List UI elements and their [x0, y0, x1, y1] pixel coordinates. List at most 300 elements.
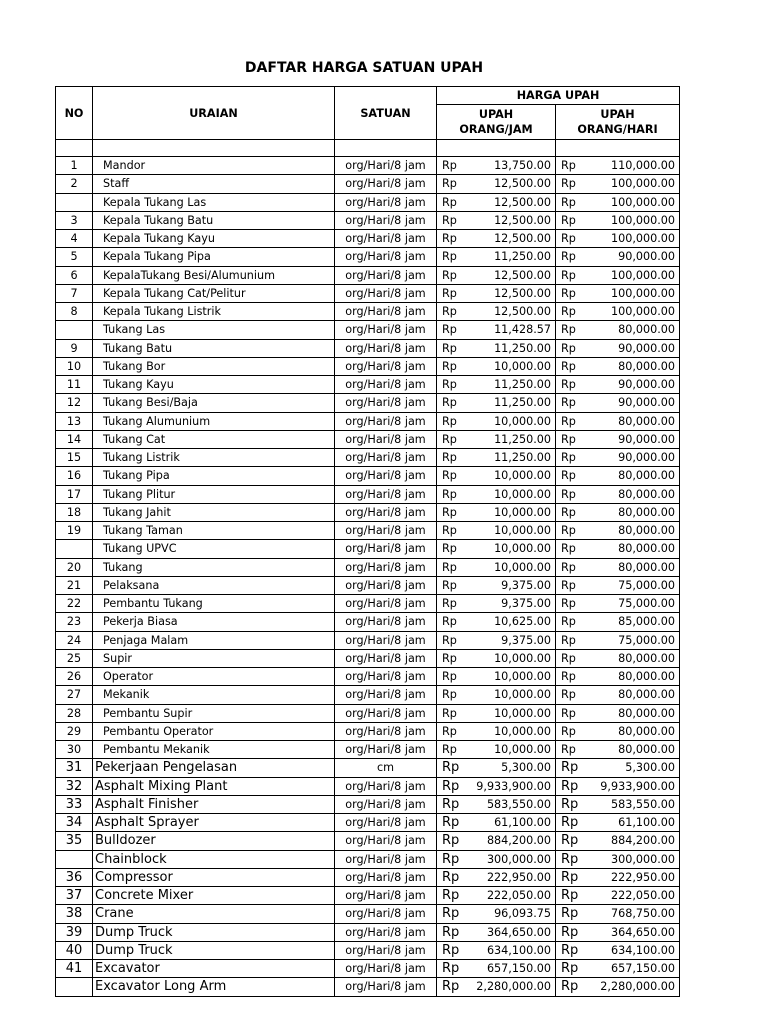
row-satuan: org/Hari/8 jam — [335, 467, 437, 485]
currency-label: Rp — [437, 668, 457, 686]
row-satuan: org/Hari/8 jam — [335, 887, 437, 905]
row-satuan: org/Hari/8 jam — [335, 576, 437, 594]
currency-label: Rp — [437, 248, 457, 266]
table-row — [56, 960, 680, 978]
currency-label: Rp — [556, 795, 576, 813]
row-upah-hari: 80,000.00 — [576, 558, 680, 576]
currency-label: Rp — [437, 357, 457, 375]
table-row — [56, 649, 680, 667]
row-upah-jam: 12,500.00 — [457, 193, 556, 211]
row-satuan: org/Hari/8 jam — [335, 668, 437, 686]
row-upah-jam: 11,250.00 — [457, 430, 556, 448]
currency-label: Rp — [437, 777, 457, 795]
currency-label: Rp — [556, 248, 576, 266]
row-no: 28 — [56, 704, 93, 722]
row-no: 40 — [56, 941, 93, 959]
row-upah-jam: 10,000.00 — [457, 704, 556, 722]
table-row — [56, 613, 680, 631]
currency-label: Rp — [437, 175, 457, 193]
currency-label: Rp — [556, 777, 576, 795]
row-satuan: org/Hari/8 jam — [335, 960, 437, 978]
row-upah-jam: 11,250.00 — [457, 248, 556, 266]
row-upah-jam: 12,500.00 — [457, 175, 556, 193]
table-row — [56, 522, 680, 540]
row-upah-hari: 80,000.00 — [576, 741, 680, 759]
row-upah-jam: 222,950.00 — [457, 868, 556, 886]
currency-label: Rp — [437, 868, 457, 886]
row-uraian: Supir — [93, 649, 335, 667]
currency-label: Rp — [437, 266, 457, 284]
col-header-satuan: SATUAN — [335, 87, 437, 140]
row-upah-jam: 61,100.00 — [457, 814, 556, 832]
currency-label: Rp — [437, 795, 457, 813]
table-row — [56, 193, 680, 211]
row-upah-jam: 10,000.00 — [457, 522, 556, 540]
row-no: 36 — [56, 868, 93, 886]
row-upah-hari: 364,650.00 — [576, 923, 680, 941]
currency-label: Rp — [437, 704, 457, 722]
table-row — [56, 923, 680, 941]
row-uraian: Kepala Tukang Las — [93, 193, 335, 211]
row-satuan: org/Hari/8 jam — [335, 978, 437, 996]
row-satuan: org/Hari/8 jam — [335, 522, 437, 540]
row-upah-jam: 884,200.00 — [457, 832, 556, 850]
row-satuan: org/Hari/8 jam — [335, 412, 437, 430]
table-row — [56, 941, 680, 959]
table-row — [56, 266, 680, 284]
currency-label: Rp — [556, 576, 576, 594]
currency-label: Rp — [437, 321, 457, 339]
currency-label: Rp — [556, 868, 576, 886]
row-no: 2 — [56, 175, 93, 193]
currency-label: Rp — [556, 412, 576, 430]
row-satuan: org/Hari/8 jam — [335, 430, 437, 448]
row-no: 14 — [56, 430, 93, 448]
row-upah-jam: 13,750.00 — [457, 157, 556, 175]
currency-label: Rp — [437, 485, 457, 503]
row-satuan: org/Hari/8 jam — [335, 540, 437, 558]
row-uraian: Pembantu Tukang — [93, 595, 335, 613]
row-no: 31 — [56, 759, 93, 777]
row-upah-hari: 583,550.00 — [576, 795, 680, 813]
currency-label: Rp — [437, 193, 457, 211]
currency-label: Rp — [437, 631, 457, 649]
currency-label: Rp — [437, 576, 457, 594]
currency-label: Rp — [556, 266, 576, 284]
currency-label: Rp — [437, 449, 457, 467]
currency-label: Rp — [556, 449, 576, 467]
row-upah-hari: 90,000.00 — [576, 248, 680, 266]
row-no: 3 — [56, 211, 93, 229]
row-no: 12 — [56, 394, 93, 412]
row-no: 7 — [56, 284, 93, 302]
currency-label: Rp — [437, 722, 457, 740]
currency-label: Rp — [556, 960, 576, 978]
currency-label: Rp — [556, 193, 576, 211]
row-no: 37 — [56, 887, 93, 905]
row-no: 16 — [56, 467, 93, 485]
currency-label: Rp — [437, 941, 457, 959]
currency-label: Rp — [437, 503, 457, 521]
row-upah-jam: 364,650.00 — [457, 923, 556, 941]
row-uraian: Staff — [93, 175, 335, 193]
table-row — [56, 887, 680, 905]
row-upah-hari: 80,000.00 — [576, 522, 680, 540]
currency-label: Rp — [556, 978, 576, 996]
row-upah-hari: 80,000.00 — [576, 467, 680, 485]
table-row — [56, 394, 680, 412]
row-no: 35 — [56, 832, 93, 850]
currency-label: Rp — [556, 832, 576, 850]
row-uraian: Tukang Kayu — [93, 376, 335, 394]
row-satuan: org/Hari/8 jam — [335, 814, 437, 832]
row-satuan: org/Hari/8 jam — [335, 175, 437, 193]
row-uraian: Excavator Long Arm — [93, 978, 335, 996]
row-satuan: org/Hari/8 jam — [335, 394, 437, 412]
table-row — [56, 850, 680, 868]
row-upah-jam: 12,500.00 — [457, 230, 556, 248]
currency-label: Rp — [437, 613, 457, 631]
row-uraian: Excavator — [93, 960, 335, 978]
row-uraian: Dump Truck — [93, 941, 335, 959]
currency-label: Rp — [556, 522, 576, 540]
row-satuan: org/Hari/8 jam — [335, 905, 437, 923]
row-uraian: Kepala Tukang Cat/Pelitur — [93, 284, 335, 302]
row-upah-jam: 5,300.00 — [457, 759, 556, 777]
table-row — [56, 339, 680, 357]
table-row — [56, 540, 680, 558]
currency-label: Rp — [556, 649, 576, 667]
row-satuan: org/Hari/8 jam — [335, 686, 437, 704]
currency-label: Rp — [437, 850, 457, 868]
row-no: 32 — [56, 777, 93, 795]
currency-label: Rp — [556, 339, 576, 357]
row-satuan: org/Hari/8 jam — [335, 832, 437, 850]
row-upah-hari: 634,100.00 — [576, 941, 680, 959]
row-uraian: Operator — [93, 668, 335, 686]
table-row — [56, 157, 680, 175]
row-uraian: Tukang Las — [93, 321, 335, 339]
row-uraian: Pekerja Biasa — [93, 613, 335, 631]
currency-label: Rp — [556, 284, 576, 302]
currency-label: Rp — [437, 923, 457, 941]
row-upah-jam: 12,500.00 — [457, 284, 556, 302]
row-uraian: Bulldozer — [93, 832, 335, 850]
currency-label: Rp — [556, 430, 576, 448]
row-uraian: Kepala Tukang Listrik — [93, 303, 335, 321]
row-upah-hari: 100,000.00 — [576, 211, 680, 229]
row-no: 23 — [56, 613, 93, 631]
row-upah-hari: 100,000.00 — [576, 175, 680, 193]
currency-label: Rp — [437, 686, 457, 704]
row-no — [56, 540, 93, 558]
row-satuan: org/Hari/8 jam — [335, 722, 437, 740]
row-upah-jam: 12,500.00 — [457, 211, 556, 229]
currency-label: Rp — [437, 339, 457, 357]
currency-label: Rp — [556, 887, 576, 905]
row-uraian: Tukang Alumunium — [93, 412, 335, 430]
currency-label: Rp — [556, 157, 576, 175]
row-satuan: org/Hari/8 jam — [335, 449, 437, 467]
currency-label: Rp — [437, 284, 457, 302]
currency-label: Rp — [556, 394, 576, 412]
row-upah-hari: 100,000.00 — [576, 266, 680, 284]
spacer-row — [56, 140, 680, 157]
row-uraian: Pembantu Mekanik — [93, 741, 335, 759]
row-satuan: org/Hari/8 jam — [335, 248, 437, 266]
row-upah-hari: 90,000.00 — [576, 339, 680, 357]
row-upah-jam: 10,000.00 — [457, 722, 556, 740]
currency-label: Rp — [556, 905, 576, 923]
row-uraian: Pekerjaan Pengelasan — [93, 759, 335, 777]
row-upah-jam: 96,093.75 — [457, 905, 556, 923]
row-satuan: org/Hari/8 jam — [335, 211, 437, 229]
currency-label: Rp — [556, 814, 576, 832]
table-row — [56, 741, 680, 759]
row-upah-hari: 75,000.00 — [576, 576, 680, 594]
row-uraian: Tukang Listrik — [93, 449, 335, 467]
table-row — [56, 503, 680, 521]
row-upah-jam: 9,933,900.00 — [457, 777, 556, 795]
row-uraian: Asphalt Finisher — [93, 795, 335, 813]
row-upah-jam: 10,000.00 — [457, 558, 556, 576]
col-header-upah-hari: UPAH ORANG/HARI — [556, 105, 680, 140]
row-satuan: org/Hari/8 jam — [335, 157, 437, 175]
currency-label: Rp — [437, 960, 457, 978]
row-no: 41 — [56, 960, 93, 978]
row-uraian: Tukang Besi/Baja — [93, 394, 335, 412]
currency-label: Rp — [437, 887, 457, 905]
currency-label: Rp — [437, 540, 457, 558]
currency-label: Rp — [437, 558, 457, 576]
row-no — [56, 321, 93, 339]
currency-label: Rp — [556, 175, 576, 193]
row-no: 33 — [56, 795, 93, 813]
row-uraian: Compressor — [93, 868, 335, 886]
row-upah-hari: 90,000.00 — [576, 430, 680, 448]
currency-label: Rp — [437, 394, 457, 412]
row-upah-hari: 100,000.00 — [576, 230, 680, 248]
row-no: 4 — [56, 230, 93, 248]
currency-label: Rp — [437, 211, 457, 229]
row-no: 21 — [56, 576, 93, 594]
currency-label: Rp — [437, 595, 457, 613]
row-uraian: Kepala Tukang Pipa — [93, 248, 335, 266]
row-upah-hari: 85,000.00 — [576, 613, 680, 631]
row-no: 11 — [56, 376, 93, 394]
row-upah-hari: 300,000.00 — [576, 850, 680, 868]
currency-label: Rp — [556, 923, 576, 941]
currency-label: Rp — [556, 595, 576, 613]
table-row — [56, 704, 680, 722]
row-upah-jam: 12,500.00 — [457, 266, 556, 284]
row-upah-hari: 61,100.00 — [576, 814, 680, 832]
row-upah-jam: 10,000.00 — [457, 668, 556, 686]
currency-label: Rp — [437, 412, 457, 430]
row-upah-hari: 100,000.00 — [576, 284, 680, 302]
row-upah-hari: 75,000.00 — [576, 595, 680, 613]
currency-label: Rp — [437, 832, 457, 850]
table-row — [56, 175, 680, 193]
row-upah-hari: 768,750.00 — [576, 905, 680, 923]
table-row — [56, 485, 680, 503]
row-satuan: org/Hari/8 jam — [335, 777, 437, 795]
row-satuan: org/Hari/8 jam — [335, 595, 437, 613]
row-uraian: Tukang Jahit — [93, 503, 335, 521]
row-satuan: org/Hari/8 jam — [335, 923, 437, 941]
row-uraian: Tukang Pipa — [93, 467, 335, 485]
row-upah-hari: 884,200.00 — [576, 832, 680, 850]
row-upah-jam: 300,000.00 — [457, 850, 556, 868]
table-row — [56, 284, 680, 302]
col-header-upah-jam: UPAH ORANG/JAM — [437, 105, 556, 140]
currency-label: Rp — [556, 376, 576, 394]
row-no: 30 — [56, 741, 93, 759]
row-upah-hari: 80,000.00 — [576, 686, 680, 704]
currency-label: Rp — [437, 430, 457, 448]
row-uraian: Asphalt Mixing Plant — [93, 777, 335, 795]
row-satuan: cm — [335, 759, 437, 777]
row-satuan: org/Hari/8 jam — [335, 321, 437, 339]
row-upah-jam: 583,550.00 — [457, 795, 556, 813]
row-no: 9 — [56, 339, 93, 357]
currency-label: Rp — [437, 230, 457, 248]
currency-label: Rp — [556, 759, 576, 777]
row-satuan: org/Hari/8 jam — [335, 266, 437, 284]
row-upah-jam: 10,000.00 — [457, 540, 556, 558]
row-upah-hari: 80,000.00 — [576, 357, 680, 375]
row-uraian: Pembantu Operator — [93, 722, 335, 740]
row-uraian: Tukang — [93, 558, 335, 576]
row-uraian: Concrete Mixer — [93, 887, 335, 905]
row-uraian: Tukang Bor — [93, 357, 335, 375]
currency-label: Rp — [556, 613, 576, 631]
row-no: 8 — [56, 303, 93, 321]
row-no: 34 — [56, 814, 93, 832]
row-upah-hari: 90,000.00 — [576, 449, 680, 467]
row-upah-hari: 80,000.00 — [576, 704, 680, 722]
row-satuan: org/Hari/8 jam — [335, 485, 437, 503]
currency-label: Rp — [556, 540, 576, 558]
currency-label: Rp — [556, 686, 576, 704]
row-satuan: org/Hari/8 jam — [335, 868, 437, 886]
row-satuan: org/Hari/8 jam — [335, 704, 437, 722]
row-upah-jam: 10,000.00 — [457, 686, 556, 704]
row-upah-hari: 80,000.00 — [576, 722, 680, 740]
row-no: 38 — [56, 905, 93, 923]
row-upah-jam: 2,280,000.00 — [457, 978, 556, 996]
row-upah-hari: 9,933,900.00 — [576, 777, 680, 795]
col-header-harga-upah: HARGA UPAH — [437, 87, 680, 105]
row-uraian: Chainblock — [93, 850, 335, 868]
currency-label: Rp — [556, 722, 576, 740]
row-upah-jam: 9,375.00 — [457, 595, 556, 613]
row-satuan: org/Hari/8 jam — [335, 795, 437, 813]
row-satuan: org/Hari/8 jam — [335, 357, 437, 375]
table-row — [56, 814, 680, 832]
row-no: 26 — [56, 668, 93, 686]
table-row — [56, 595, 680, 613]
currency-label: Rp — [437, 759, 457, 777]
row-no — [56, 850, 93, 868]
table-row — [56, 357, 680, 375]
row-uraian: Kepala Tukang Kayu — [93, 230, 335, 248]
row-upah-hari: 80,000.00 — [576, 668, 680, 686]
row-satuan: org/Hari/8 jam — [335, 741, 437, 759]
row-upah-jam: 11,250.00 — [457, 339, 556, 357]
currency-label: Rp — [437, 741, 457, 759]
currency-label: Rp — [437, 649, 457, 667]
row-no — [56, 193, 93, 211]
row-upah-hari: 2,280,000.00 — [576, 978, 680, 996]
currency-label: Rp — [437, 376, 457, 394]
row-satuan: org/Hari/8 jam — [335, 558, 437, 576]
currency-label: Rp — [556, 704, 576, 722]
row-no: 20 — [56, 558, 93, 576]
table-row — [56, 978, 680, 996]
table-row — [56, 868, 680, 886]
row-upah-jam: 11,250.00 — [457, 376, 556, 394]
row-no: 24 — [56, 631, 93, 649]
row-upah-jam: 657,150.00 — [457, 960, 556, 978]
row-upah-jam: 10,000.00 — [457, 412, 556, 430]
row-no: 27 — [56, 686, 93, 704]
table-row — [56, 467, 680, 485]
row-satuan: org/Hari/8 jam — [335, 376, 437, 394]
row-uraian: Tukang Cat — [93, 430, 335, 448]
row-upah-hari: 90,000.00 — [576, 394, 680, 412]
currency-label: Rp — [556, 230, 576, 248]
row-upah-hari: 80,000.00 — [576, 485, 680, 503]
row-upah-jam: 11,428.57 — [457, 321, 556, 339]
table-body — [56, 157, 680, 997]
table-row — [56, 668, 680, 686]
row-upah-jam: 10,000.00 — [457, 649, 556, 667]
table-row — [56, 722, 680, 740]
row-no: 6 — [56, 266, 93, 284]
row-upah-hari: 80,000.00 — [576, 649, 680, 667]
row-uraian: Tukang Plitur — [93, 485, 335, 503]
currency-label: Rp — [556, 211, 576, 229]
currency-label: Rp — [556, 631, 576, 649]
row-uraian: Pembantu Supir — [93, 704, 335, 722]
row-satuan: org/Hari/8 jam — [335, 303, 437, 321]
row-upah-jam: 9,375.00 — [457, 576, 556, 594]
row-uraian: Tukang Taman — [93, 522, 335, 540]
row-no: 1 — [56, 157, 93, 175]
row-no — [56, 978, 93, 996]
page-title: DAFTAR HARGA SATUAN UPAH — [244, 60, 484, 76]
row-no: 18 — [56, 503, 93, 521]
col-header-uraian: URAIAN — [93, 87, 335, 140]
currency-label: Rp — [556, 467, 576, 485]
row-upah-hari: 222,950.00 — [576, 868, 680, 886]
row-upah-hari: 80,000.00 — [576, 321, 680, 339]
currency-label: Rp — [437, 978, 457, 996]
row-upah-hari: 110,000.00 — [576, 157, 680, 175]
row-satuan: org/Hari/8 jam — [335, 941, 437, 959]
row-satuan: org/Hari/8 jam — [335, 193, 437, 211]
row-upah-hari: 657,150.00 — [576, 960, 680, 978]
row-uraian: Asphalt Sprayer — [93, 814, 335, 832]
table-row — [56, 321, 680, 339]
currency-label: Rp — [556, 941, 576, 959]
currency-label: Rp — [556, 850, 576, 868]
currency-label: Rp — [556, 668, 576, 686]
row-upah-hari: 80,000.00 — [576, 540, 680, 558]
row-upah-jam: 10,000.00 — [457, 485, 556, 503]
row-uraian: Mekanik — [93, 686, 335, 704]
